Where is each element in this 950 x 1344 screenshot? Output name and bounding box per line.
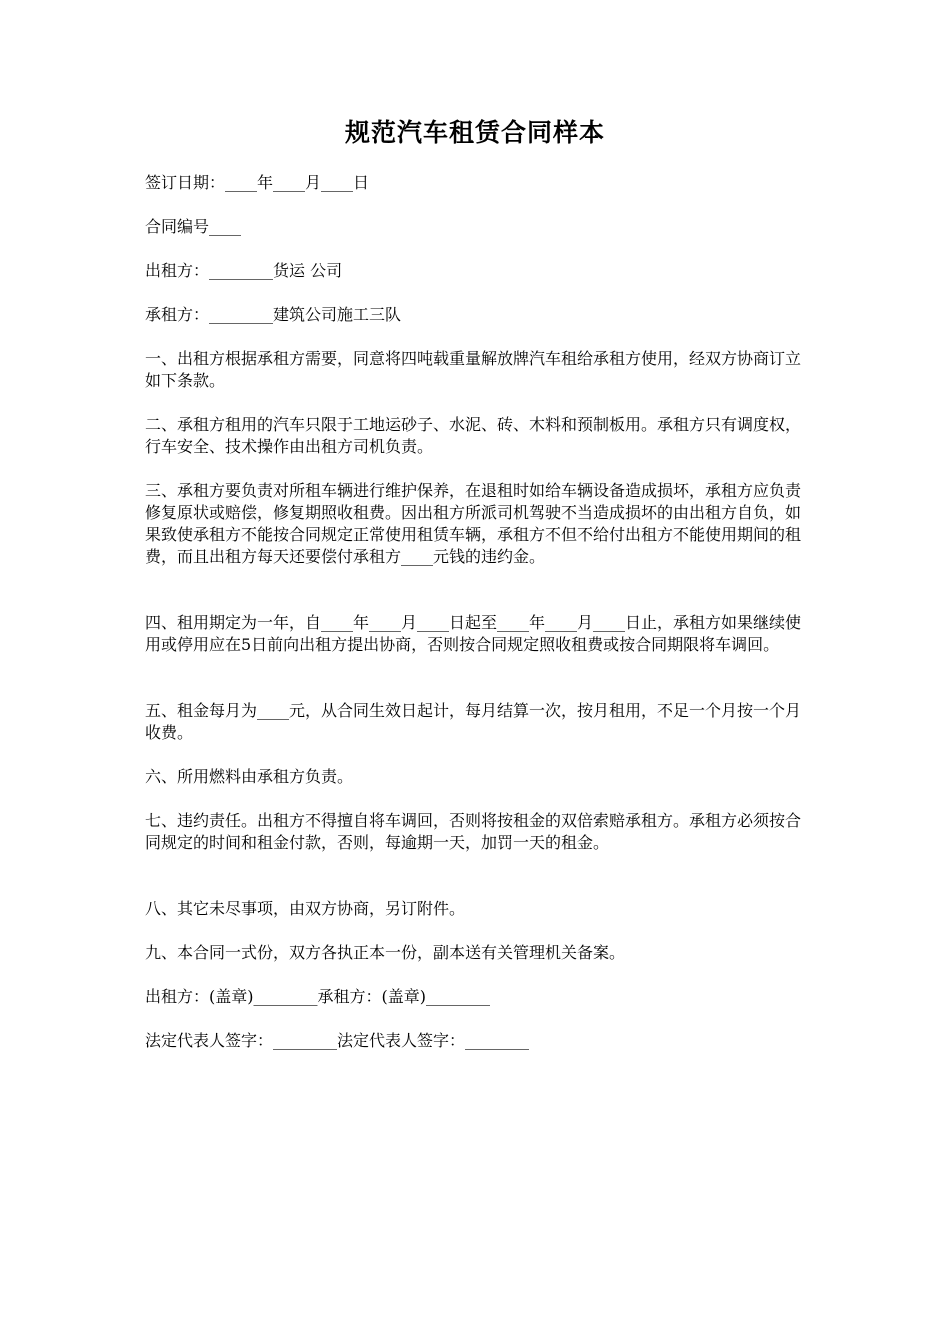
clause-5: 五、租金每月为____元，从合同生效日起计，每月结算一次，按月租用，不足一个月按一个月收费。 [145, 701, 802, 742]
clause-4: 四、租用期定为一年，自____年____月____日起至____年____月____日止，承租方如果继续使用或停用应在5日前向出租方提出协商，否则按合同规定照收租费或按合同期限将车调回。 [145, 613, 802, 654]
lessee-line: 承租方：________建筑公司施工三队 [145, 305, 402, 324]
signing-date: 签订日期：____年____月____日 [145, 173, 370, 192]
clause-6: 六、所用燃料由承租方负责。 [145, 767, 354, 786]
seal-line: 出租方：(盖章)________承租方：(盖章)________ [145, 987, 490, 1006]
clause-7: 七、违约责任。出租方不得擅自将车调回，否则将按租金的双倍索赔承租方。承租方必须按合同规定的时间和租金付款，否则，每逾期一天，加罚一天的租金。 [145, 811, 802, 852]
clause-1: 一、出租方根据承租方需要，同意将四吨载重量解放牌汽车租给承租方使用，经双方协商订立如下条款。 [145, 349, 802, 390]
clause-9: 九、本合同一式份，双方各执正本一份，副本送有关管理机关备案。 [145, 943, 626, 962]
clause-8: 八、其它未尽事项，由双方协商，另订附件。 [145, 899, 466, 918]
clause-2: 二、承租方租用的汽车只限于工地运砂子、水泥、砖、木料和预制板用。承租方只有调度权，行车安全、技术操作由出租方司机负责。 [145, 415, 802, 456]
signature-line: 法定代表人签字：________法定代表人签字：________ [145, 1031, 530, 1050]
document-title: 规范汽车租赁合同样本 [344, 118, 605, 147]
lessor-line: 出租方：________货运 公司 [145, 261, 343, 280]
clause-3: 三、承租方要负责对所租车辆进行维护保养，在退租时如给车辆设备造成损坏，承租方应负责修复原状或赔偿，修复期照收租费。因出租方所派司机驾驶不当造成损坏的由出租方自负，如果致使承租方不能按合同规定正常使用租赁车辆，承租方不但不给付出租方不能使用期间的租费，而且出租方每天还要偿付承租方____元钱的违约金。 [145, 481, 802, 566]
contract-number: 合同编号____ [145, 217, 242, 236]
